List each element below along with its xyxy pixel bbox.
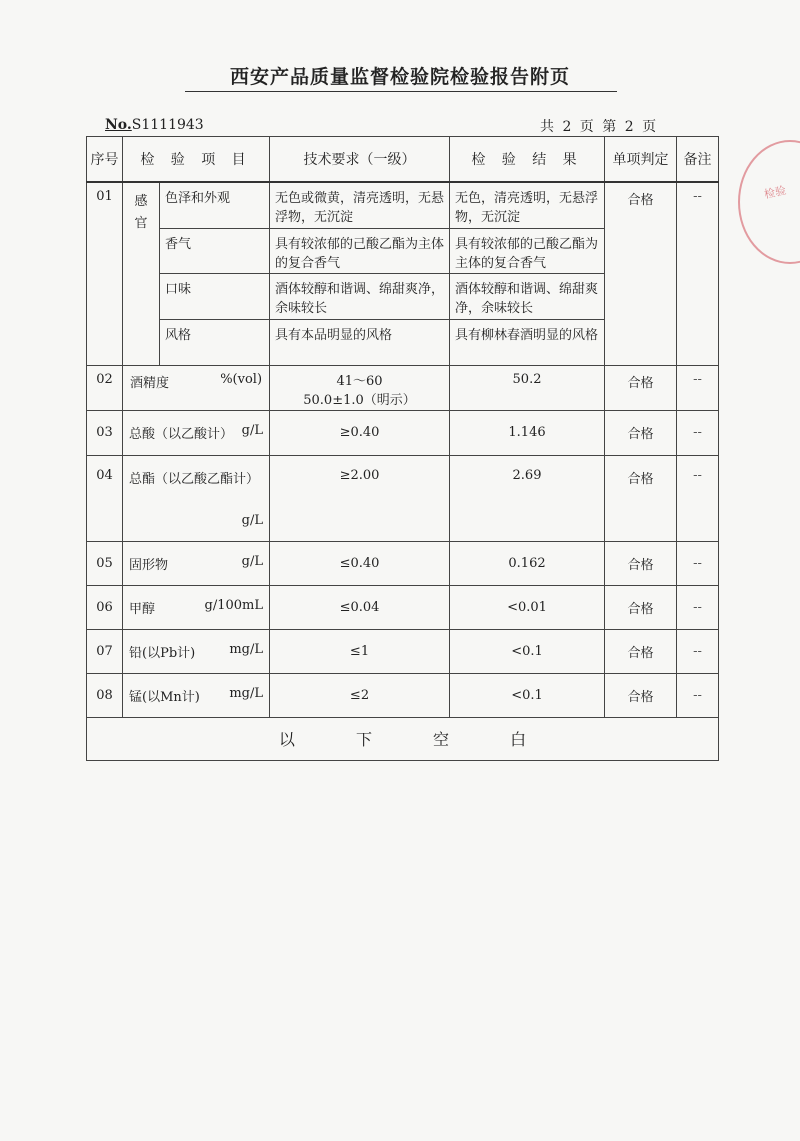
table-row [87,365,719,410]
item-unit: g/L [241,423,264,438]
report-number [105,117,204,133]
table-row [87,410,719,455]
blank-char: 空 [433,730,450,749]
sensory-group-label [123,182,160,365]
blank-char: 白 [510,730,527,749]
page-info: 共 2 页 第 2 页 [540,119,657,135]
verdict-cell: 合格 [605,182,677,365]
result-cell: <0.1 [450,629,605,673]
requirement-cell: 具有较浓郁的己酸乙酯为主体的复合香气 [270,228,450,273]
table-row [87,455,719,541]
item-name: 总酸（以乙酸计） [129,427,234,442]
result-cell: 无色，清亮透明，无悬浮物，无沉淀 [450,182,605,228]
remark-cell: -- [677,541,719,585]
requirement-cell: ≥2.00 [270,455,450,541]
result-cell: 0.162 [450,541,605,585]
verdict-cell: 合格 [605,410,677,455]
sub-item-name: 风格 [160,319,270,365]
table-row [87,182,719,228]
seq-cell: 01 [87,182,123,365]
item-unit: g/L [241,512,264,528]
result-cell: <0.01 [450,585,605,629]
header-seq: 序号 [87,137,123,183]
item-cell [123,541,270,585]
remark-cell: -- [677,410,719,455]
remark-cell: -- [677,585,719,629]
inspection-seal-stamp [738,140,800,264]
item-cell [123,365,270,410]
item-name: 固形物 [129,557,169,573]
header-verdict: 单项判定 [605,137,677,183]
item-name: 锰(以Mn计) [129,689,200,705]
sensory-label-text: 感官 [134,194,148,231]
blank-below-row [87,717,719,760]
table-header-row [87,137,719,183]
header-result: 检 验 结 果 [450,137,605,183]
table-row [87,673,719,717]
result-cell: 具有较浓郁的己酸乙酯为主体的复合香气 [450,228,605,273]
result-cell: 2.69 [450,455,605,541]
remark-cell: -- [677,455,719,541]
seq-cell: 04 [87,455,123,541]
inspection-results-table [86,136,719,761]
verdict-cell: 合格 [605,365,677,410]
table-row [87,585,719,629]
item-unit: %(vol) [220,371,263,387]
item-cell [123,455,270,541]
requirement-cell: 酒体较醇和谐调、绵甜爽净，余味较长 [270,273,450,319]
blank-char: 以 [278,730,295,749]
table-row [87,541,719,585]
item-cell [123,629,270,673]
report-number-label: No. [105,117,132,133]
requirement-cell: 具有本品明显的风格 [270,319,450,365]
sub-item-name: 口味 [160,273,270,319]
item-unit: g/L [241,553,264,569]
item-name: 总酯（以乙酸乙酯计） [129,471,260,487]
header-remark: 备注 [677,137,719,183]
result-cell: 50.2 [450,365,605,410]
remark-cell: -- [677,182,719,365]
requirement-cell: ≥0.40 [270,410,450,455]
item-unit: mg/L [229,641,264,657]
requirement-value: 41～60 [336,373,383,389]
item-cell [123,673,270,717]
header-item: 检 验 项 目 [123,137,270,183]
item-name: 甲醇 [129,601,156,617]
item-name: 铅(以Pb计) [129,645,196,661]
seq-cell: 06 [87,585,123,629]
item-unit: g/100mL [204,597,264,613]
verdict-cell: 合格 [605,541,677,585]
item-cell [123,585,270,629]
remark-cell: -- [677,673,719,717]
item-unit: mg/L [229,685,264,701]
result-cell: <0.1 [450,673,605,717]
item-cell [123,410,270,455]
verdict-cell: 合格 [605,673,677,717]
verdict-cell: 合格 [605,455,677,541]
remark-cell: -- [677,629,719,673]
seq-cell: 08 [87,673,123,717]
header-requirement: 技术要求（一级） [270,137,450,183]
remark-cell: -- [677,365,719,410]
seq-cell: 07 [87,629,123,673]
report-title: 西安产品质量监督检验院检验报告附页 [229,66,570,88]
requirement-cell: ≤1 [270,629,450,673]
seq-cell: 02 [87,365,123,410]
verdict-cell: 合格 [605,585,677,629]
requirement-cell: ≤2 [270,673,450,717]
requirement-cell: ≤0.40 [270,541,450,585]
blank-char: 下 [355,730,372,749]
result-cell: 具有柳林春酒明显的风格 [450,319,605,365]
report-number-value: S1111943 [131,117,204,133]
blank-below-text [87,717,719,760]
item-name: 酒精度 [130,375,170,391]
sub-item-name: 香气 [160,228,270,273]
title-underline [185,91,617,92]
seq-cell: 03 [87,410,123,455]
sub-item-name: 色泽和外观 [160,182,270,228]
verdict-cell: 合格 [605,629,677,673]
result-cell: 1.146 [450,410,605,455]
table-row [87,629,719,673]
seal-text: 检验 [762,183,788,202]
requirement-cell: ≤0.04 [270,585,450,629]
requirement-note: 50.0±1.0（明示） [303,392,416,408]
requirement-cell [270,365,450,410]
requirement-cell: 无色或微黄，清亮透明，无悬浮物，无沉淀 [270,182,450,228]
seq-cell: 05 [87,541,123,585]
result-cell: 酒体较醇和谐调、绵甜爽净，余味较长 [450,273,605,319]
